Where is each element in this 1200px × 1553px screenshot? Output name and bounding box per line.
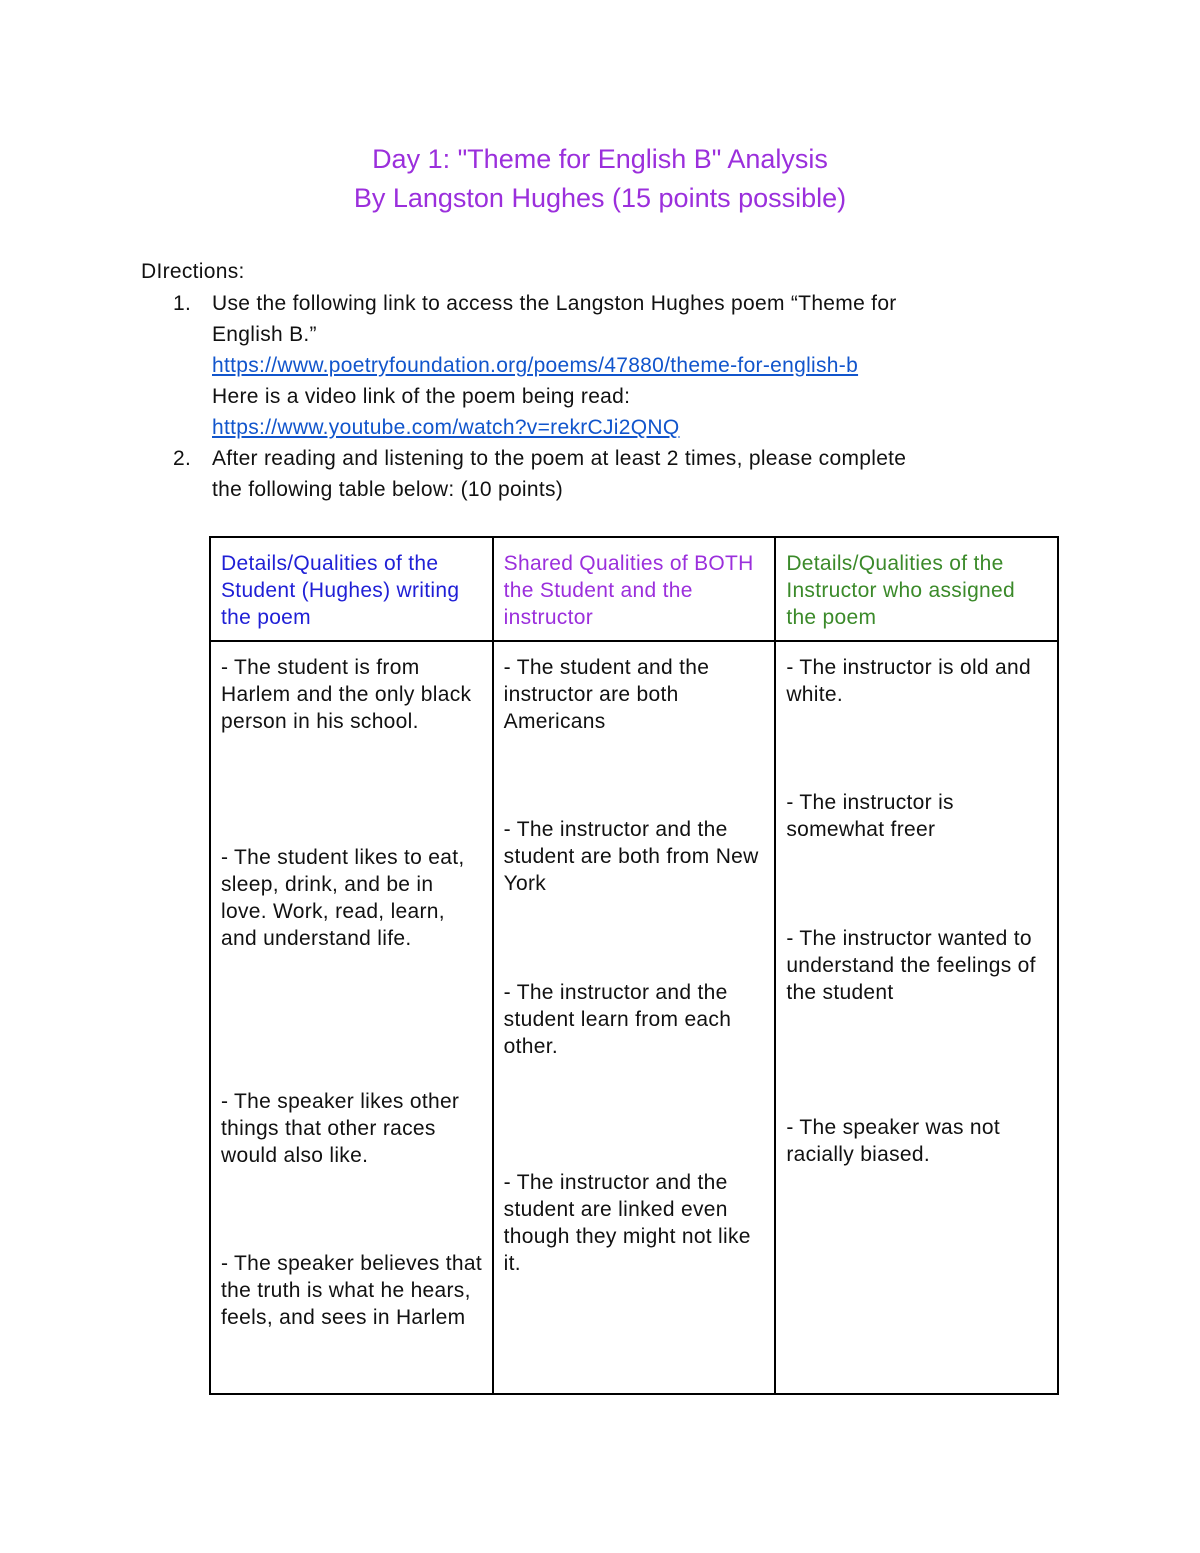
shared-column-cell[interactable]: [493, 641, 776, 1394]
student-entry: - The speaker believes that the truth is what he hears, feels, and sees in Harlem: [221, 1252, 483, 1329]
student-entry: - The student likes to eat, sleep, drink, and be in love. Work, read, learn, and understand life.: [221, 846, 465, 950]
instructor-column-cell[interactable]: [775, 641, 1058, 1394]
shared-entry: - The instructor and the student learn from each other.: [503, 981, 732, 1058]
instructor-entry: - The speaker was not racially biased.: [786, 1116, 1000, 1166]
directions-label: DIrections:: [141, 260, 245, 283]
header-student: Details/Qualities of the Student (Hughes) writing the poem: [210, 537, 493, 641]
direction-text: English B.”: [212, 323, 317, 346]
student-column-cell[interactable]: [210, 641, 493, 1394]
shared-entry: - The instructor and the student are linked even though they might not like it.: [503, 1171, 751, 1275]
direction-text: Here is a video link of the poem being read:: [212, 385, 631, 408]
direction-number: 2.: [173, 447, 192, 470]
title-line-2: By Langston Hughes (15 points possible): [353, 183, 847, 213]
table-header-row: [210, 537, 1058, 641]
direction-text: Use the following link to access the Langston Hughes poem “Theme for: [212, 292, 897, 315]
directions-list: [141, 288, 1041, 505]
instructor-entry: - The instructor is old and white.: [786, 656, 1031, 706]
youtube-video-link[interactable]: https://www.youtube.com/watch?v=rekrCJi2QNQ: [212, 416, 680, 439]
header-instructor: Details/Qualities of the Instructor who assigned the poem: [775, 537, 1058, 641]
shared-entry: - The student and the instructor are both Americans: [503, 656, 710, 733]
direction-item-1: [141, 288, 1041, 443]
student-entry: - The student is from Harlem and the only black person in his school.: [221, 656, 472, 733]
direction-text: After reading and listening to the poem at least 2 times, please complete: [212, 447, 907, 470]
instructor-entry: - The instructor is somewhat freer: [786, 791, 954, 841]
header-shared: Shared Qualities of BOTH the Student and the instructor: [493, 537, 776, 641]
direction-text: the following table below: (10 points): [212, 478, 564, 501]
shared-entry: - The instructor and the student are both from New York: [503, 818, 759, 895]
direction-number: 1.: [173, 292, 192, 315]
student-entry: - The speaker likes other things that other races would also like.: [221, 1090, 460, 1167]
document-title: [0, 140, 1200, 218]
poetry-foundation-link[interactable]: https://www.poetryfoundation.org/poems/47880/theme-for-english-b: [212, 354, 859, 377]
instructor-entry: - The instructor wanted to understand the feelings of the student: [786, 927, 1036, 1004]
table-row: [210, 641, 1058, 1394]
direction-item-2: [141, 443, 1041, 505]
comparison-table: [209, 536, 1059, 1395]
title-line-1: Day 1: "Theme for English B" Analysis: [372, 144, 828, 174]
